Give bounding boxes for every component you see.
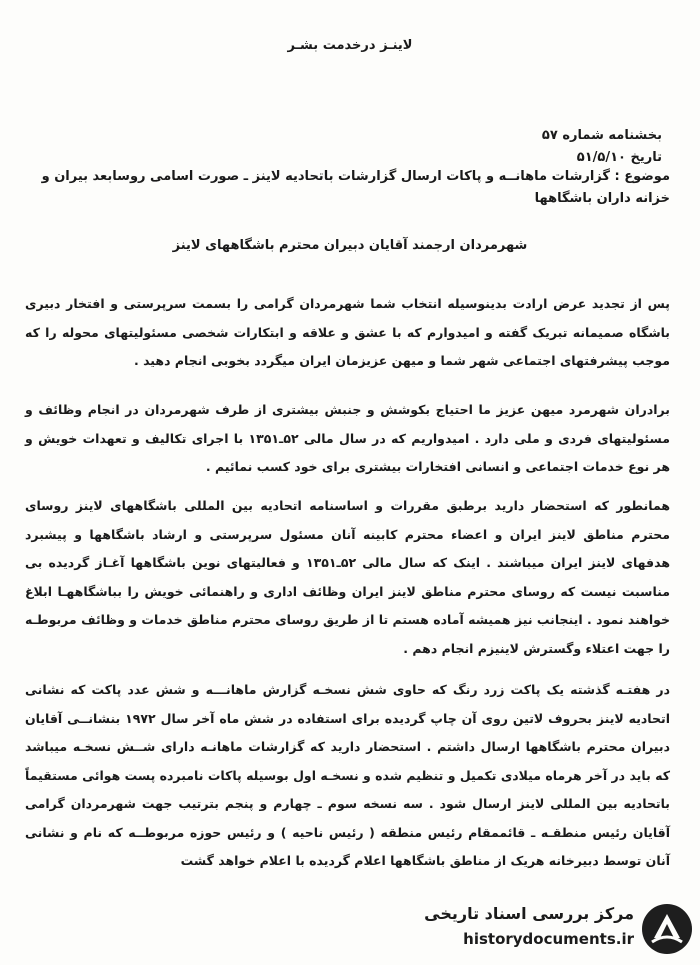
paragraph-text: همانطور که استحضار دارید برطبق مقررات و اساسنامه اتحادیه بین المللی باشگاههای لاینز روسای محترم مناطق لاینز ایران و اعضاء محترم کابینه آنان مسئول سرپرستی و ارشاد باشگاهها و پیشبرد هدفهای لاینز ایران میباشند . اینک که سال مالی ۵۲ـ۱۳۵۱ و فعالیتهای نوین باشگاهها آغـاز گردیده بی مناسبت نیست که روسای محترم مناطق لاینز ایران وظائف اداری و راهنمائی خویش را بباشگاههـا ابلاغ خواهند نمود . اینجانب نیز همیشه آماده هستم تا از طریق روسای محترم مناطق خدمات و وظائف مربوطـه را جهت اعتلاء وگسترش لاینیزم انجام دهم .: [25, 498, 670, 656]
circular-number: بخشنامه شماره ۵۷: [541, 128, 662, 143]
watermark: [418, 898, 698, 964]
circular-date: تاریخ ۵۱/۵/۱۰: [576, 150, 662, 165]
archive-logo-icon: [640, 902, 694, 956]
body-paragraph-3: [25, 492, 670, 663]
letterhead: لاینـز درخدمت بشـر: [287, 38, 413, 53]
watermark-url: historydocuments.ir: [463, 930, 634, 948]
body-paragraph-1: [25, 290, 670, 376]
body-paragraph-2: [25, 396, 670, 482]
subject-line: موضوع : گزارشات ماهانــه و پاکات ارسال گزارشات باتحادیه لاینز ـ صورت اسامی روسابعد بیران و خزانه داران باشگاهها: [41, 169, 670, 206]
watermark-title: مرکز بررسی اسناد تاریخی: [424, 904, 634, 923]
body-paragraph-4: [25, 676, 670, 876]
salutation: شهرمردان ارجمند آقایان دبیران محترم باشگاههای لاینز: [172, 238, 528, 253]
paragraph-text: پس از تجدید عرض ارادت بدینوسیله انتخاب شما شهرمردان گرامی را بسمت سرپرستی و افتخار دبیری باشگاه صمیمانه تبریک گفته و امیدوارم که با عشق و علاقه و ابتکارات شخصی مسئولیتهای محوله را که موجب پیشرفتهای اجتماعی شهر شما و میهن عزیزمان ایران میگردد بخوبی انجام دهید .: [25, 296, 670, 368]
paragraph-text: برادران شهرمرد میهن عزیز ما احتیاج بکوشش و جنبش بیشتری از طرف شهرمردان در انجام وظائف و مسئولیتهای فردی و ملی دارد . امیدواریم که در سال مالی ۵۲ـ۱۳۵۱ با اجرای تکالیف و تعهدات خویش و هر نوع خدمات اجتماعی و انسانی افتخارات بیشتری برای خود کسب نمائیم .: [25, 402, 670, 474]
paragraph-text: در هفتـه گذشته یک پاکت زرد رنگ که حاوی شش نسخـه گزارش ماهانـــه و شش عدد پاکت که نشانی اتحادیه لاینز بحروف لاتین روی آن چاپ گردیده برای استفاده در شش ماه آخر سال ۱۹۷۲ بنشانــی آقایان دبیران محترم باشگاهها ارسال داشتم . استحضار دارید که گزارشات ماهانـه دارای شــش نسخـه میباشد که باید در آخر هرماه میلادی تکمیل و تنظیم شده و نسخـه اول بوسیله پاکات نامبرده پست هوائی مستقیماً باتحادیه بین المللی لاینز ارسال شود . سه نسخه سوم ـ چهارم و پنجم بترتیب جهت شهرمردان گرامی آقایان رئیس منطقـه ـ قائممقام رئیس منطقه ( رئیس ناحیه ) و رئیس حوزه مربوطــه که نام و نشانی آنان توسط دبیرخانه هریک از مناطق باشگاهها اعلام گردیده با اعلام خواهد گشت: [25, 682, 670, 868]
